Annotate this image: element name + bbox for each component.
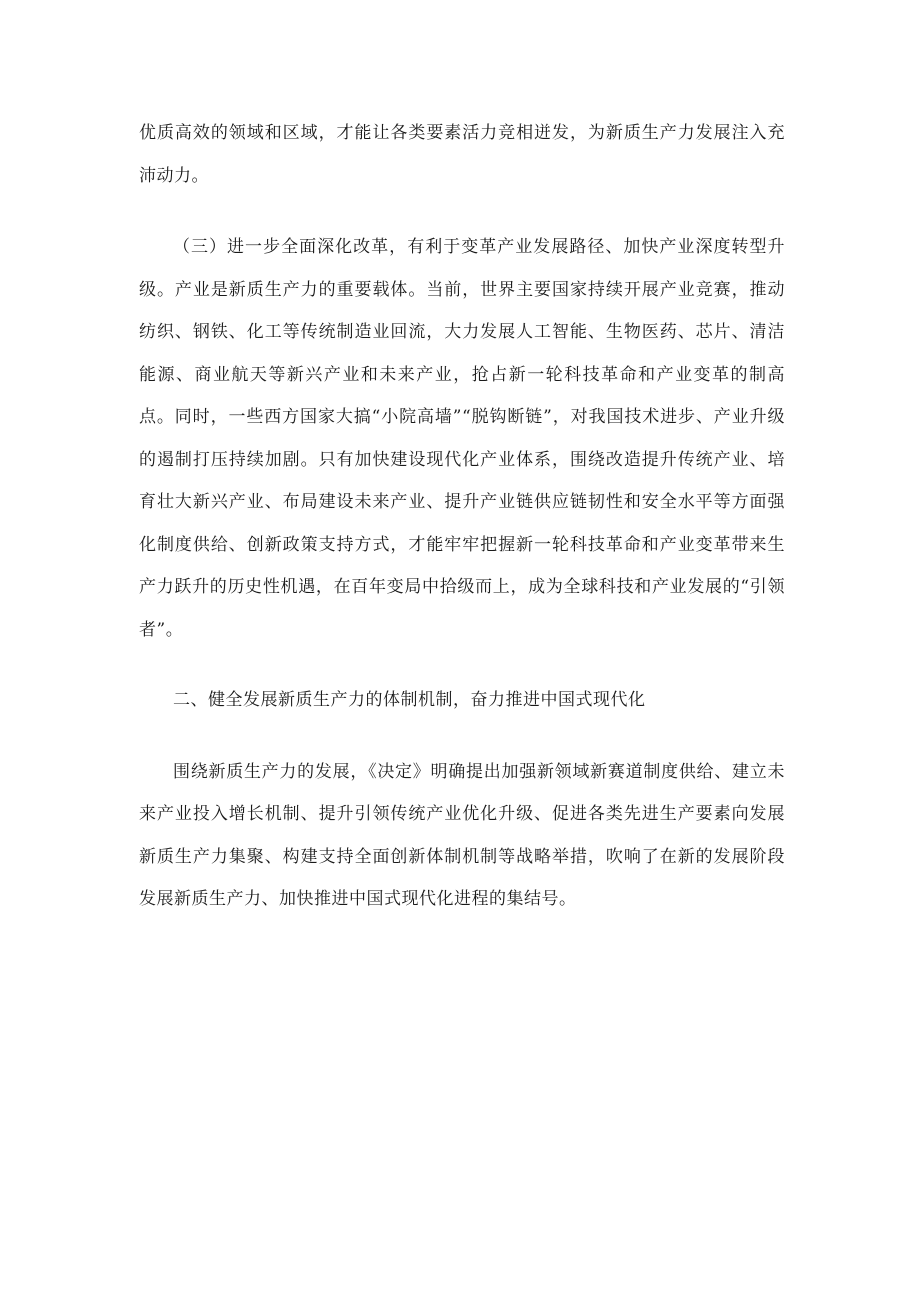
section-heading-two: 二、健全发展新质生产力的体制机制，奋力推进中国式现代化 (173, 690, 646, 710)
paragraph-section-three: （三）进一步全面深化改革，有利于变革产业发展路径、加快产业深度转型升级。产业是新质生产力的重要载体。当前，世界主要国家持续开展产业竞赛，推动纺织、钢铁、化工等传统制造业回流，大力发展人工智能、生物医药、芯片、清洁能源、商业航天等新兴产业和未来产业，抢占新一轮科技革命和产业变革的制高点。同时，一些西方国家大搞“小院高墙”“脱钩断链”，对我国技术进步、产业升级的遏制打压持续加剧。只有加快建设现代化产业体系，围绕改造提升传统产业、培育壮大新兴产业、布局建设未来产业、提升产业链供应链韧性和安全水平等方面强化制度供给、创新政策支持方式，才能牢牢把握新一轮科技革命和产业变革带来生产力跃升的历史性机遇，在百年变局中拾级而上，成为全球科技和产业发展的“引领者”。 (139, 237, 785, 640)
paragraph-decision-measures: 围绕新质生产力的发展，《决定》明确提出加强新领域新赛道制度供给、建立未来产业投入增长机制、提升引领传统产业优化升级、促进各类先进生产要素向发展新质生产力集聚、构建支持全面创新体制机制等战略举措，吹响了在新的发展阶段发展新质生产力、加快推进中国式现代化进程的集结号。 (139, 761, 785, 909)
document-body (139, 112, 785, 921)
paragraph-continuation: 优质高效的领域和区域，才能让各类要素活力竞相迸发，为新质生产力发展注入充沛动力。 (139, 123, 785, 186)
